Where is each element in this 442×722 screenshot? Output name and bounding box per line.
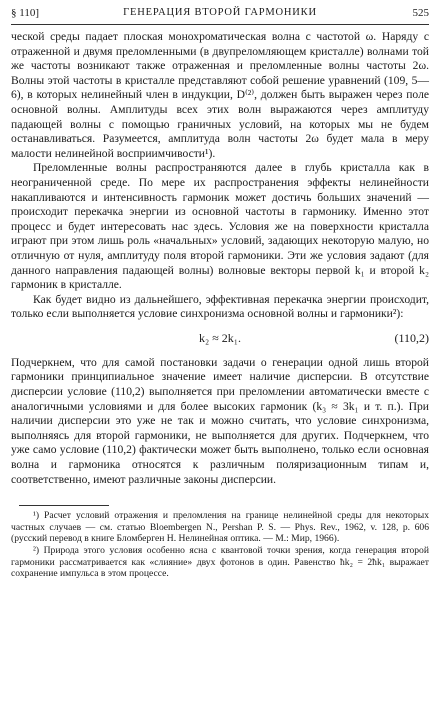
paragraph-refracted-waves: Преломленные волны распространяются далее в глубь кристалла как в неограниченной среде. По мере их распространения эффекты нелинейности накапливаются и интенсивность гармоник может достичь больших значений — происходит перекачка энергии из основной частоты в гармонику. Именно этот процесс и будет интересовать нас здесь. Условия же на поверхности кристалла играют при этом лишь роль «начальных» условий, задающих некоторую малую, но отличную от нуля, амплитуду поля второй гармоники. Эти же условия задают (для данного направления падающей волны) волновые векторы первой k₁ и второй k₂ гармоник в кристалле. [11,161,429,292]
footnote-2: ²) Природа этого условия особенно ясна с квантовой точки зрения, когда генерация второй гармоники рассматривается как «слияние» двух фотонов в один. Равенство ħk₂ = 2ħk₁ выражает сохранение импульса в этом процессе. [11,545,429,580]
equation-expression: k₂ ≈ 2k₁. [199,330,241,345]
running-title: ГЕНЕРАЦИЯ ВТОРОЙ ГАРМОНИКИ [123,7,317,18]
page-number: 525 [412,7,429,19]
running-header [11,4,429,25]
footnote-1: ¹) Расчет условий отражения и преломления на границе нелинейной среды для некоторых частных случаев — см. статью Bloembergen N., Pershan P. S. — Phys. Rev., 1962, v. 128, p. 606 (русский перевод в книге Бломберген Н. Нелинейная оптика. — М.: Мир, 1966). [11,510,429,545]
equation-110-2 [11,327,429,349]
equation-number: (110,2) [394,330,429,345]
book-page [0,4,442,722]
section-reference: § 110] [11,7,40,19]
footnote-divider [19,505,109,506]
paragraph-synchronism: Как будет видно из дальнейшего, эффективная перекачка энергии происходит, только если выполняется условие синхронизма основной волны и гармоники²): [11,292,429,321]
paragraph-continuation: ческой среды падает плоская монохроматическая волна с частотой ω. Наряду с отраженной и двумя преломленными (в двупреломляющем кристалле) волнами той же частоты возникают также отраженная и преломленные волны частоты 2ω. Волны этой частоты в кристалле представляют собой решение уравнений (109, 5—6), в которых нелинейный член в индукции, D⁽²⁾, должен быть выражен через поле основной волны. Амплитуды всех этих волн выражаются через амплитуду падающей волны с помощью граничных условий, на которых мы не будем останавливаться. Разумеется, амплитуда волн частоты 2ω будет мала в меру малости нелинейной восприимчивости¹). [11,30,429,160]
paragraph-dispersion: Подчеркнем, что для самой постановки задачи о генерации одной лишь второй гармоники принципиальное значение имеет наличие дисперсии. В отсутствие дисперсии условие (110,2) выполняется при преломлении автоматически вместе с аналогичными условиями и для более высоких гармоник (k₃ ≈ 3k₁ и т. п.). При наличии дисперсии это уже не так и можно считать, что условие синхронизма, выполняясь для второй гармоники, не выполняется для других. Подчеркнем, что уже само условие (110,2) фактически может быть выполнено, только если основная волна и гармоника относятся к различным поляризационным типам и, соответственно, имеют различные законы дисперсии. [11,355,429,486]
